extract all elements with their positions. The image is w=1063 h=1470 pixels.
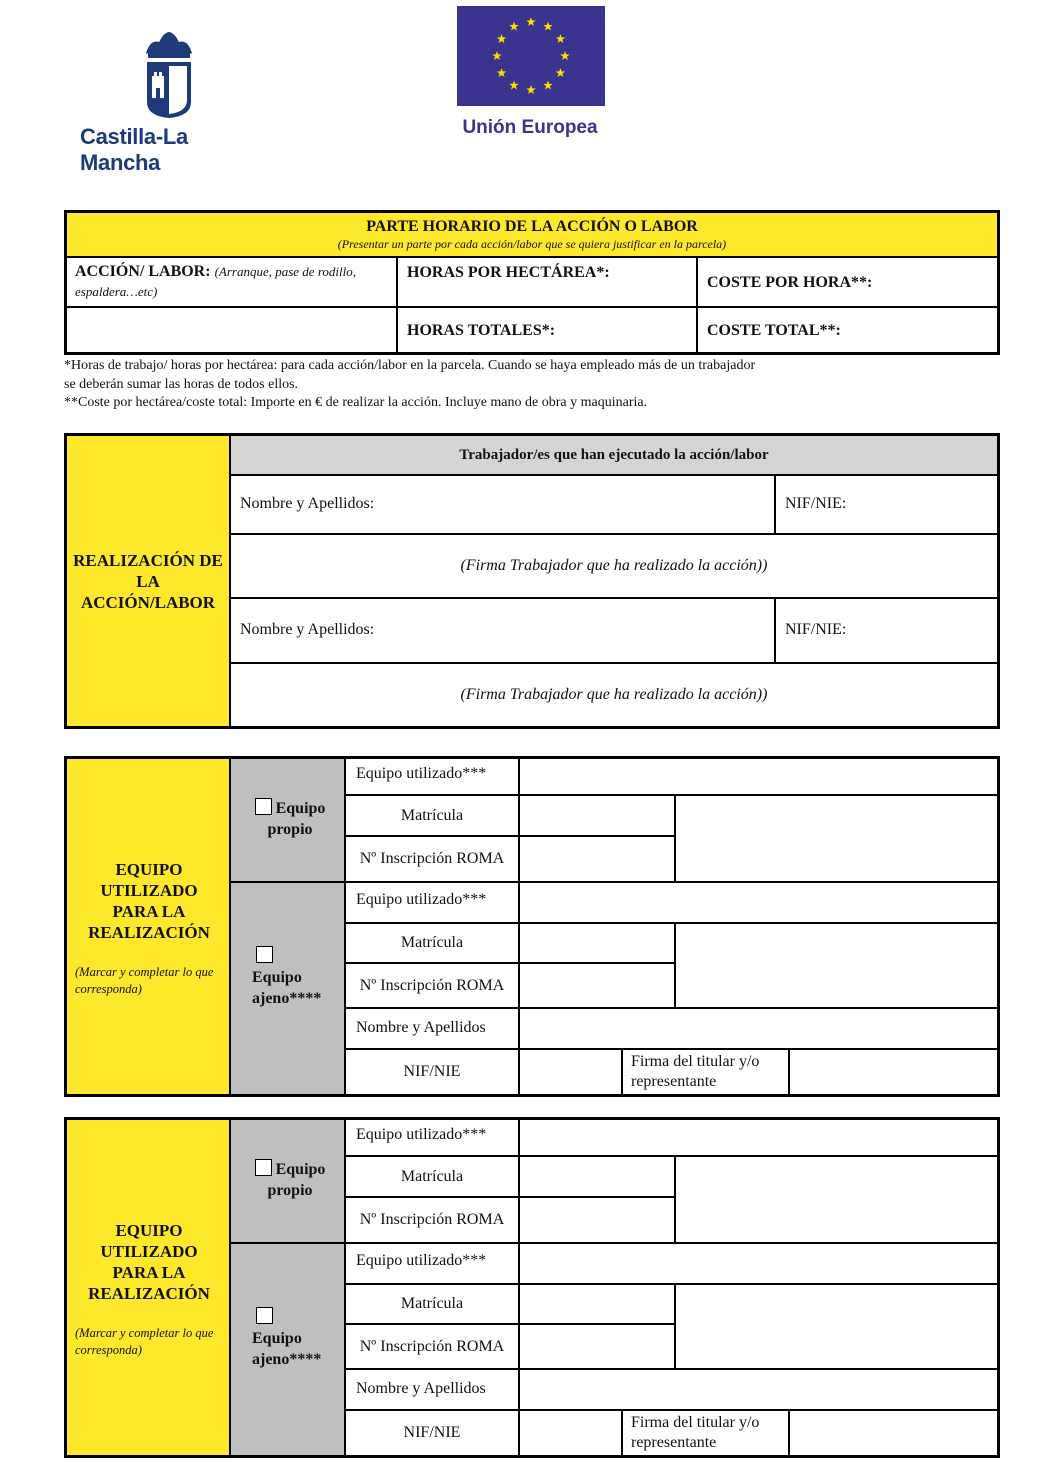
equipo-ajeno-label: Equipo ajeno****	[252, 1330, 322, 1368]
horas-hectarea-label: HORAS POR HECTÁREA*:	[407, 264, 610, 281]
coste-total-label: COSTE TOTAL**:	[707, 322, 841, 339]
workers-header-label: Trabajador/es que han ejecutado la acción/labor	[459, 446, 769, 463]
footnote-line-3: **Coste por hectárea/coste total: Importe en € de realizar la acción. Incluye mano de obra y maquinaria.	[64, 395, 648, 410]
ajeno-matricula-input[interactable]	[520, 924, 674, 962]
header-title-band	[67, 213, 997, 256]
castle-crown-icon	[142, 32, 196, 120]
equipo-ajeno-option[interactable]	[252, 1307, 342, 1370]
propio-matricula-label: Matrícula	[400, 806, 464, 824]
equipo-ajeno-option[interactable]	[252, 946, 342, 1009]
eu-logo-text: Unión Europea	[462, 117, 598, 138]
ajeno-firma-input[interactable]	[790, 1050, 997, 1094]
propio-matricula-label: Matrícula	[400, 1167, 464, 1185]
footnote-line-1: *Horas de trabajo/ horas por hectárea: para cada acción/labor en la parcela. Cuando se haya empleado más de un trabajador	[64, 358, 756, 373]
worker-1-name-label: Nombre y Apellidos:	[240, 495, 375, 512]
worker-1-signature-field[interactable]	[231, 535, 997, 597]
ajeno-equipo-input[interactable]	[520, 883, 997, 922]
horas-totales-label: HORAS TOTALES*:	[407, 322, 556, 339]
ajeno-matricula-input[interactable]	[520, 1285, 674, 1323]
equipo-table-1	[0, 756, 1063, 1101]
workers-header	[231, 436, 997, 474]
coste-hora-label: COSTE POR HORA**:	[707, 274, 873, 291]
equipo-side-label: EQUIPO UTILIZADO PARA LA REALIZACIÓN	[88, 860, 210, 942]
equipo-side-label: EQUIPO UTILIZADO PARA LA REALIZACIÓN	[88, 1221, 210, 1303]
realizacion-side-cell	[67, 436, 229, 726]
equipo-propio-label: Equipo propio	[267, 800, 326, 838]
accion-label-cell	[75, 262, 393, 302]
equipo-propio-option[interactable]	[240, 798, 340, 840]
footnote-line-2: se deberán sumar las horas de todos ellos.	[64, 376, 299, 392]
propio-equipo-label: Equipo utilizado***	[356, 765, 487, 782]
equipo-side-cell	[67, 1120, 229, 1455]
ajeno-nombre-input[interactable]	[520, 1009, 997, 1048]
ajeno-firma-label: Firma del titular y/o representante	[631, 1053, 760, 1090]
ajeno-inscripcion-label: Nº Inscripción ROMA	[359, 1337, 505, 1355]
propio-inscripcion-label: Nº Inscripción ROMA	[359, 1211, 505, 1228]
equipo-propio-option[interactable]	[240, 1159, 340, 1201]
footnotes	[64, 357, 755, 413]
ajeno-nombre-label: Nombre y Apellidos	[356, 1019, 486, 1036]
equipo-ajeno-checkbox[interactable]	[256, 1307, 273, 1324]
ajeno-equipo-label: Equipo utilizado***	[356, 891, 487, 908]
propio-equipo-label: Equipo utilizado***	[356, 1126, 487, 1143]
worker-1-nif-label: NIF/NIE:	[785, 495, 847, 512]
worker-2-signature-label: (Firma Trabajador que ha realizado la acción))	[460, 686, 768, 703]
ajeno-matricula-label: Matrícula	[400, 1295, 464, 1312]
clm-logo	[80, 32, 265, 175]
ajeno-matricula-label: Matrícula	[400, 934, 464, 951]
equipo-side-hint: (Marcar y completar lo que corresponda)	[75, 1326, 214, 1357]
propio-inscripcion-input[interactable]	[520, 1198, 674, 1242]
ajeno-nif-input[interactable]	[520, 1050, 621, 1094]
ajeno-inscripcion-input[interactable]	[520, 1325, 674, 1368]
page-title: PARTE HORARIO DE LA ACCIÓN O LABOR	[366, 217, 698, 235]
propio-equipo-input[interactable]	[520, 759, 997, 794]
worker-2-name-field[interactable]	[231, 599, 774, 662]
equipo-propio-checkbox[interactable]	[255, 1159, 272, 1176]
equipo-table-2	[0, 1117, 1063, 1462]
propio-inscripcion-input[interactable]	[520, 837, 674, 881]
realizacion-side-label: REALIZACIÓN DE LA ACCIÓN/LABOR	[73, 550, 223, 612]
accion-label: ACCIÓN/ LABOR:	[75, 263, 211, 280]
equipo-side-hint: (Marcar y completar lo que corresponda)	[75, 965, 214, 996]
ajeno-equipo-input[interactable]	[520, 1244, 997, 1283]
clm-logo-text: Castilla-La Mancha	[80, 124, 188, 175]
ajeno-firma-label: Firma del titular y/o representante	[631, 1414, 760, 1451]
worker-2-name-label: Nombre y Apellidos:	[240, 621, 375, 638]
worker-1-name-field[interactable]	[231, 476, 774, 533]
equipo-side-cell	[67, 759, 229, 1094]
propio-inscripcion-label: Nº Inscripción ROMA	[359, 850, 505, 867]
equipo-propio-checkbox[interactable]	[255, 798, 272, 815]
accion-hint: (Arranque, pase de rodillo, espaldera…etc)	[75, 264, 356, 299]
ajeno-firma-input[interactable]	[790, 1411, 997, 1455]
ajeno-nif-input[interactable]	[520, 1411, 621, 1455]
worker-2-nif-field[interactable]	[776, 599, 997, 662]
eu-logo	[455, 6, 605, 141]
ajeno-inscripcion-input[interactable]	[520, 964, 674, 1007]
page-subtitle: (Presentar un parte por cada acción/labor que se quiera justificar en la parcela)	[337, 236, 727, 251]
worker-1-signature-label: (Firma Trabajador que ha realizado la acción))	[460, 557, 768, 574]
accion-input[interactable]	[69, 309, 394, 351]
ajeno-nif-label: NIF/NIE	[403, 1424, 461, 1441]
equipo-ajeno-label: Equipo ajeno****	[252, 969, 322, 1007]
worker-2-nif-label: NIF/NIE:	[785, 621, 847, 638]
ajeno-inscripcion-label: Nº Inscripción ROMA	[359, 976, 505, 994]
eu-flag-icon	[457, 6, 605, 106]
worker-2-signature-field[interactable]	[231, 664, 997, 726]
ajeno-nombre-input[interactable]	[520, 1370, 997, 1409]
worker-1-nif-field[interactable]	[776, 476, 997, 533]
propio-matricula-input[interactable]	[520, 796, 674, 835]
propio-matricula-input[interactable]	[520, 1157, 674, 1196]
propio-equipo-input[interactable]	[520, 1120, 997, 1155]
ajeno-equipo-label: Equipo utilizado***	[356, 1252, 487, 1269]
equipo-propio-label: Equipo propio	[267, 1161, 326, 1199]
equipo-ajeno-checkbox[interactable]	[256, 946, 273, 963]
ajeno-nif-label: NIF/NIE	[403, 1063, 461, 1080]
ajeno-nombre-label: Nombre y Apellidos	[356, 1380, 486, 1397]
